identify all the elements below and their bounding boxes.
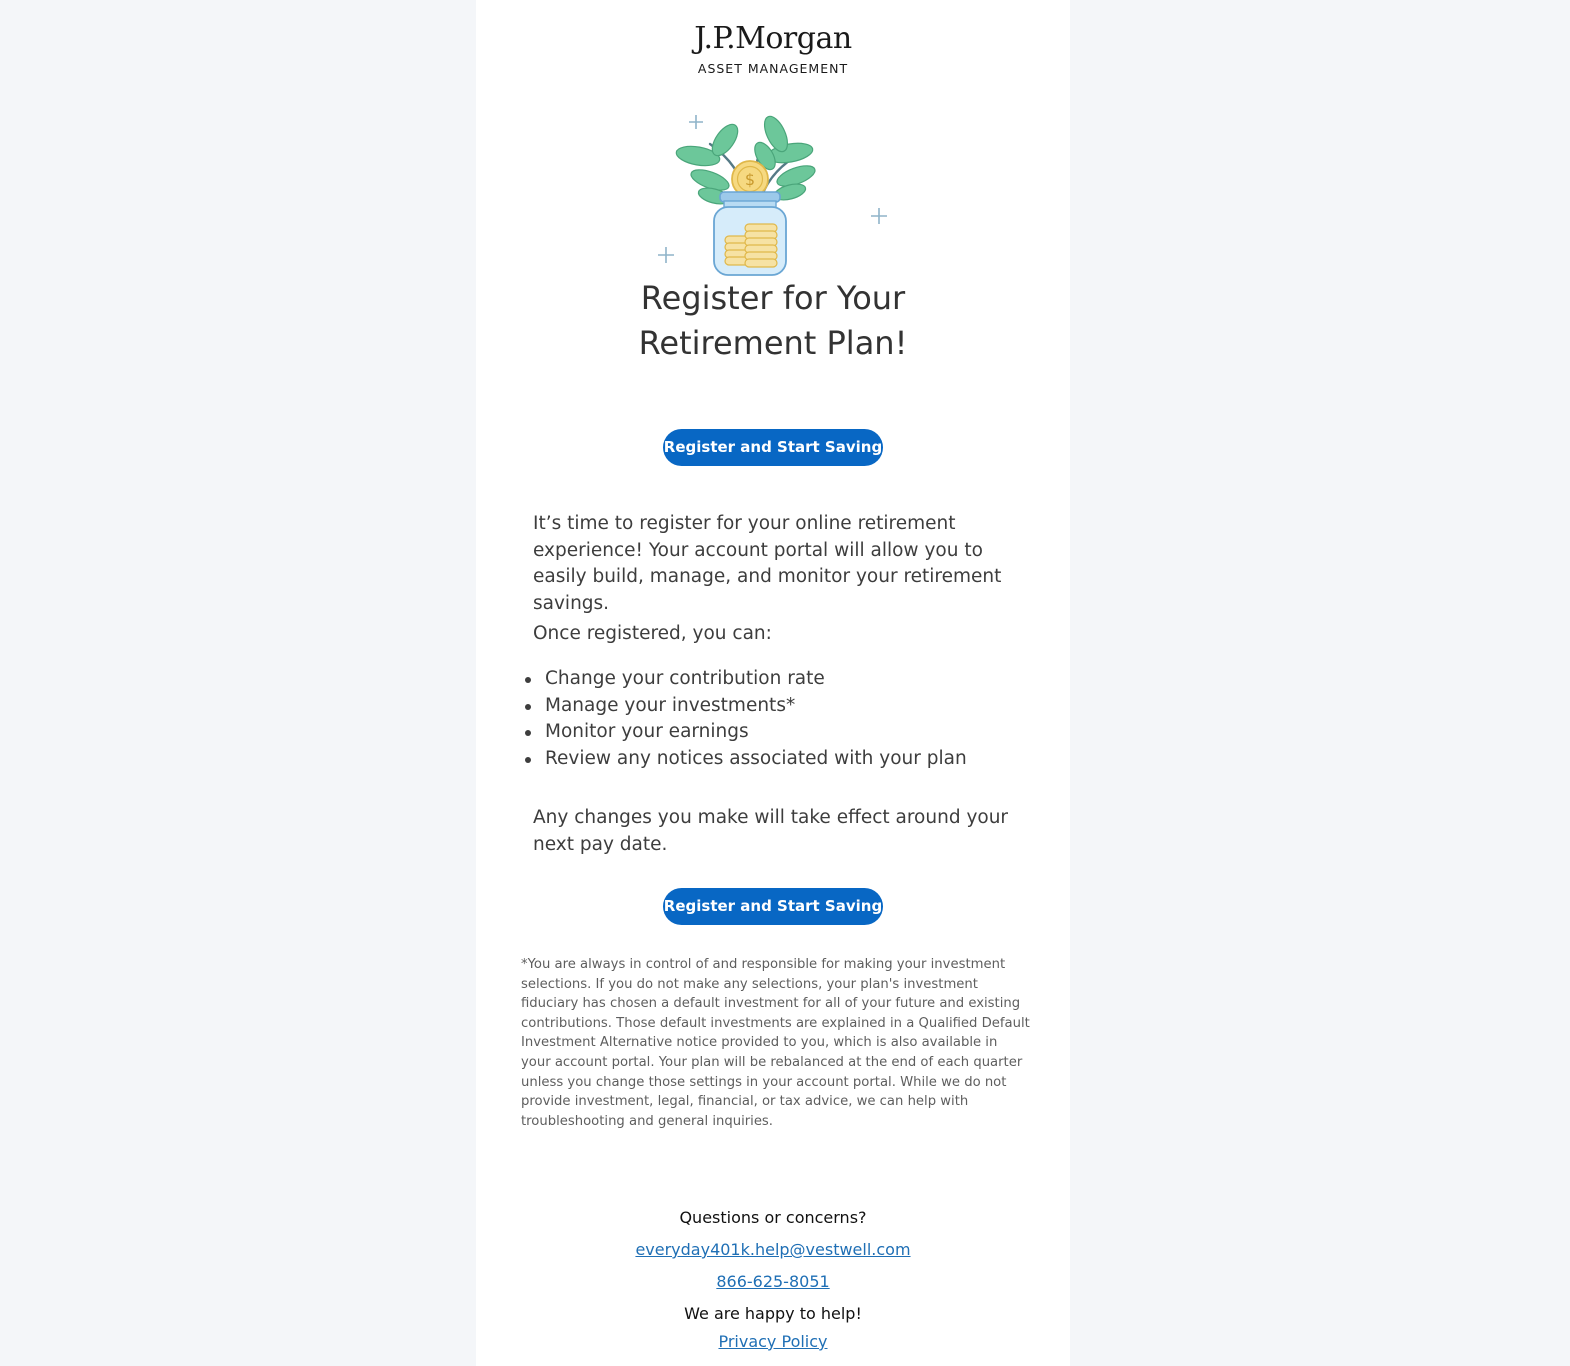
intro-paragraph: It’s time to register for your online retirement experience! Your account portal will allow you to easily build, manage, and monitor your retirement savings. bbox=[533, 513, 1002, 614]
benefits-list bbox=[545, 666, 1025, 773]
brand-logo bbox=[476, 22, 1070, 78]
support-email-link[interactable]: everyday401k.help@vestwell.com bbox=[635, 1240, 911, 1259]
headline-line-1: Register for Your bbox=[640, 279, 906, 317]
email-body bbox=[476, 0, 1070, 1366]
svg-text:$: $ bbox=[744, 170, 756, 189]
register-button-top[interactable]: Register and Start Saving bbox=[663, 429, 883, 466]
list-item: Review any notices associated with your plan bbox=[545, 746, 1025, 773]
list-item: Manage your investments* bbox=[545, 693, 1025, 720]
footer bbox=[476, 1205, 1070, 1357]
privacy-policy-link[interactable]: Privacy Policy bbox=[718, 1332, 828, 1351]
list-item: Monitor your earnings bbox=[545, 719, 1025, 746]
happy-to-help-text: We are happy to help! bbox=[684, 1304, 862, 1323]
coin-jar-plant-icon bbox=[650, 108, 900, 280]
disclaimer-text: *You are always in control of and responsible for making your investment selections. If you do not make any selections, your plan's investment fiduciary has chosen a default investment for all of your future and existing contributions. Those default investments are explained in a Qualified Default Investment Alternative notice provided to you, which is also available in your account portal. Your plan will be rebalanced at the end of each quarter unless you change those settings in your account portal. While we do not provide investment, legal, financial, or tax advice, we can help with troubleshooting and general inquiries. bbox=[521, 957, 1030, 1129]
questions-heading: Questions or concerns? bbox=[679, 1208, 867, 1227]
brand-name: J.P.Morgan bbox=[694, 21, 852, 56]
once-registered-text: Once registered, you can: bbox=[533, 623, 772, 644]
headline-line-2: Retirement Plan! bbox=[638, 324, 908, 362]
page-title bbox=[476, 276, 1070, 366]
changes-note: Any changes you make will take effect around your next pay date. bbox=[533, 807, 1009, 855]
register-button-bottom[interactable]: Register and Start Saving bbox=[663, 888, 883, 925]
brand-subtitle: ASSET MANAGEMENT bbox=[697, 61, 849, 76]
list-item: Change your contribution rate bbox=[545, 666, 1025, 693]
support-phone-link[interactable]: 866-625-8051 bbox=[716, 1272, 830, 1291]
